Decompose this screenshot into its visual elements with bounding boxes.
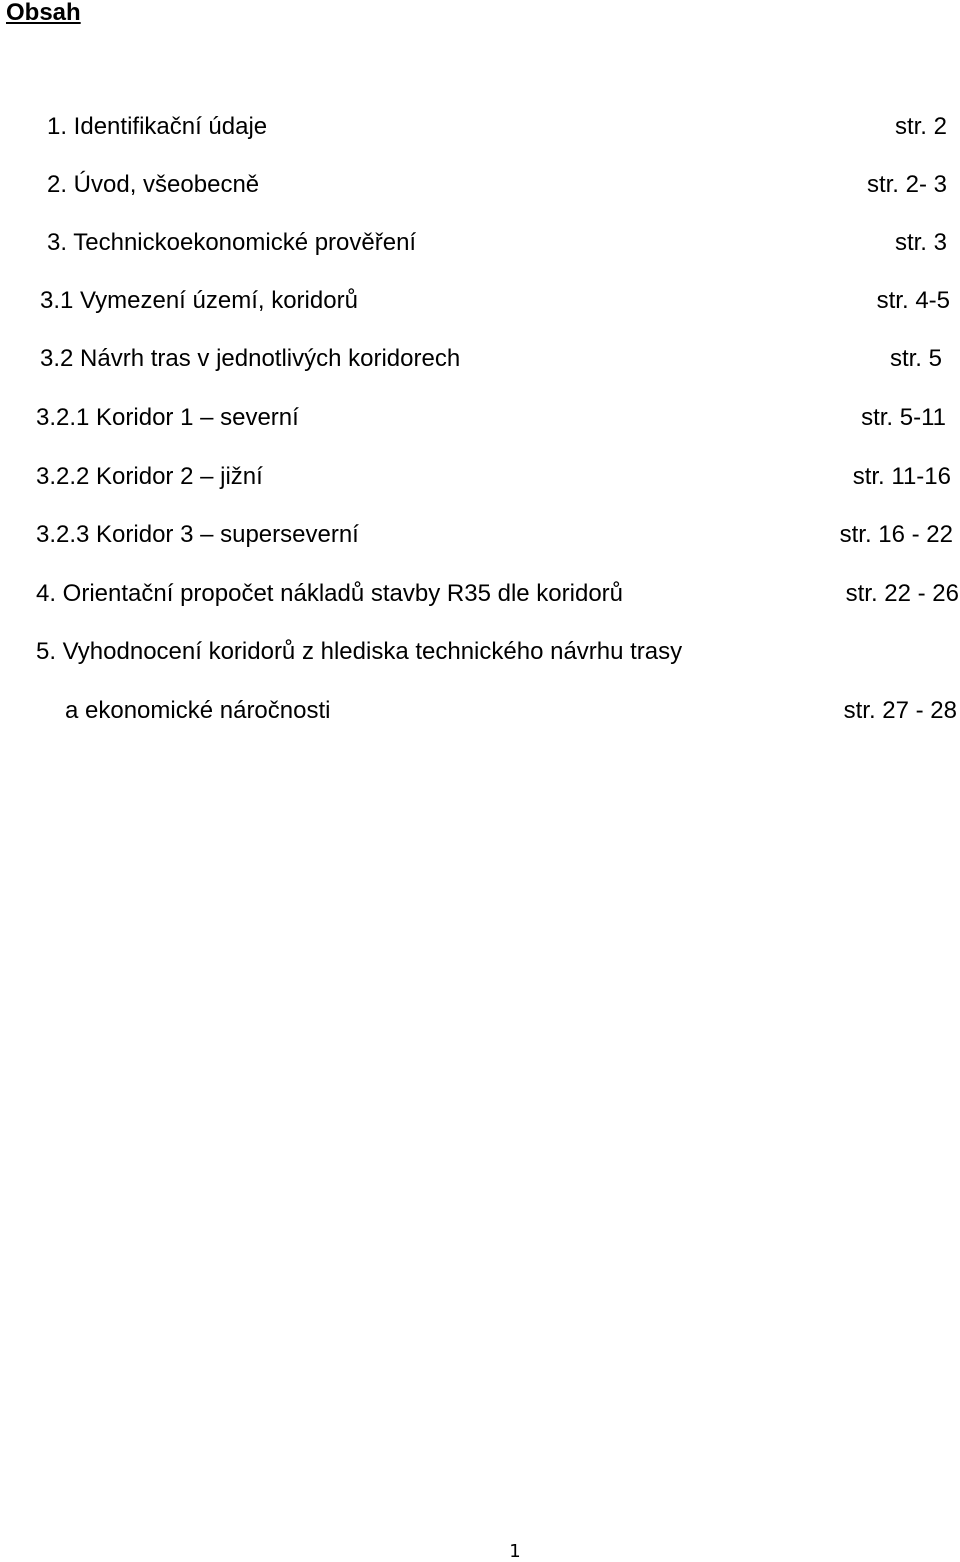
page-number: 1 — [509, 1541, 521, 1562]
toc-entry-page: str. 11-16 — [852, 463, 951, 490]
toc-entry-page: str. 27 - 28 — [843, 697, 957, 724]
toc-entry-label: 3. Technickoekonomické prověření — [47, 229, 417, 256]
toc-entry-label: 3.2 Návrh tras v jednotlivých koridorech — [40, 345, 461, 372]
toc-entry-page: str. 3 — [894, 229, 947, 256]
toc-entry-label: 3.2.3 Koridor 3 – superseverní — [36, 521, 359, 548]
toc-entry-page: str. 22 - 26 — [845, 580, 959, 607]
toc-entry-label: 3.2.2 Koridor 2 – jižní — [36, 463, 263, 490]
toc-entry-label: 4. Orientační propočet nákladů stavby R35 dle koridorů — [36, 580, 624, 607]
toc-entry-page: str. 2 — [894, 113, 947, 140]
toc-entry-page: str. 5-11 — [861, 404, 946, 431]
toc-entry-label: 3.1 Vymezení území, koridorů — [40, 287, 358, 314]
toc-entry-page: str. 5 — [889, 345, 942, 372]
toc-entry-page: str. 16 - 22 — [839, 521, 953, 548]
toc-entry-label: 1. Identifikační údaje — [47, 113, 268, 140]
toc-entry-page: str. 4-5 — [876, 287, 950, 314]
page-title: Obsah — [6, 0, 81, 26]
toc-entry-label: 2. Úvod, všeobecně — [47, 171, 260, 198]
toc-entry-label: 5. Vyhodnocení koridorů z hlediska technického návrhu trasy — [36, 638, 683, 665]
toc-entry-label: 3.2.1 Koridor 1 – severní — [36, 404, 299, 431]
toc-entry-label: a ekonomické náročnosti — [65, 697, 331, 724]
toc-entry-page: str. 2- 3 — [866, 171, 947, 198]
